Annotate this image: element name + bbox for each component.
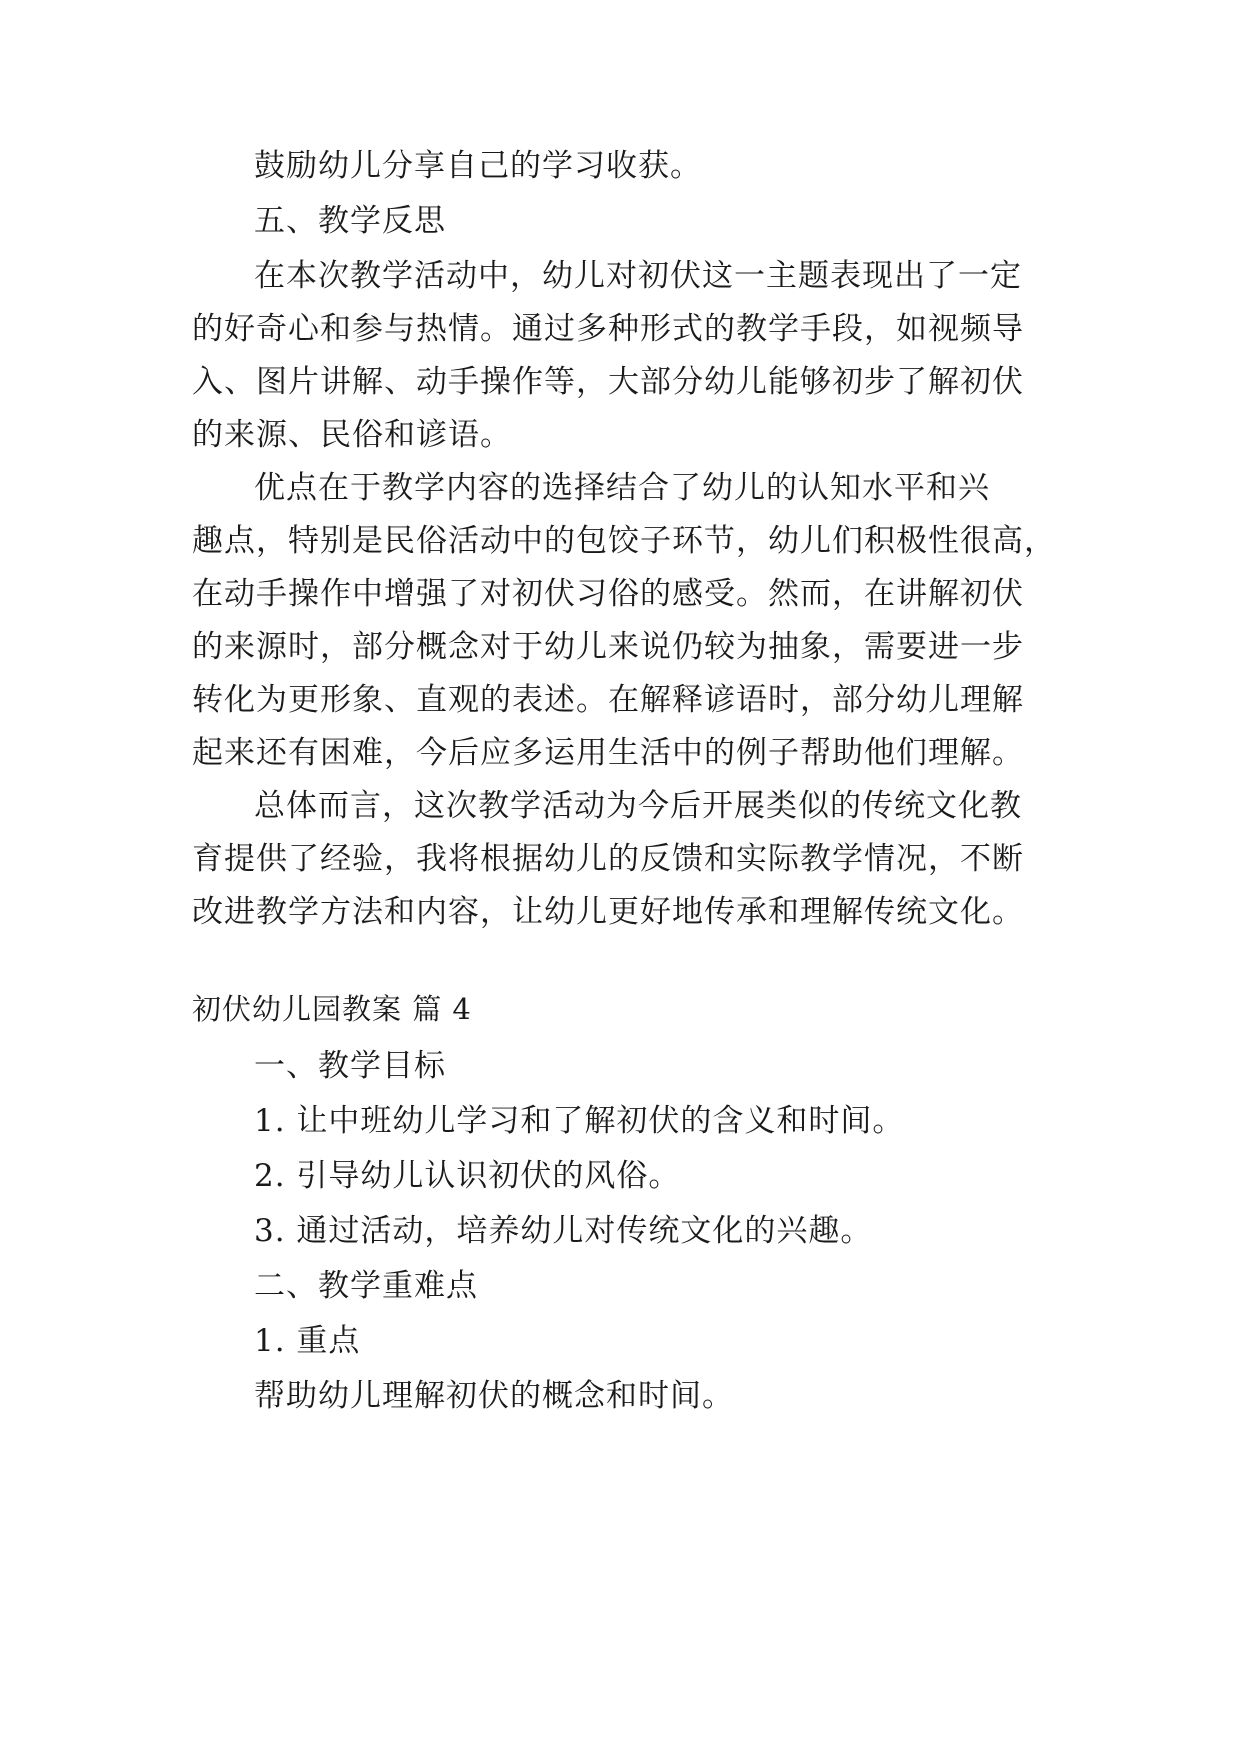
- section-heading: 二、教学重难点: [254, 1268, 478, 1304]
- document-title: 初伏幼儿园教案 篇 4: [192, 992, 472, 1026]
- section-heading: 五、教学反思: [254, 203, 446, 239]
- section-heading: 一、教学目标: [254, 1048, 446, 1084]
- paragraph-line: 的来源、民俗和谚语。: [192, 417, 512, 453]
- list-item: 2. 引导幼儿认识初伏的风俗。: [254, 1158, 681, 1194]
- paragraph-line: 入、图片讲解、动手操作等，大部分幼儿能够初步了解初伏: [192, 364, 1024, 400]
- paragraph-line: 的好奇心和参与热情。通过多种形式的教学手段，如视频导: [192, 311, 1024, 347]
- paragraph-line: 优点在于教学内容的选择结合了幼儿的认知水平和兴: [254, 470, 990, 506]
- list-item: 3. 通过活动，培养幼儿对传统文化的兴趣。: [254, 1213, 873, 1249]
- paragraph-line: 育提供了经验，我将根据幼儿的反馈和实际教学情况，不断: [192, 841, 1024, 877]
- paragraph-line: 趣点，特别是民俗活动中的包饺子环节，幼儿们积极性很高，: [192, 523, 1056, 559]
- paragraph-line: 总体而言，这次教学活动为今后开展类似的传统文化教: [254, 788, 1022, 824]
- list-item: 1. 重点: [254, 1323, 361, 1359]
- paragraph-line: 改进教学方法和内容，让幼儿更好地传承和理解传统文化。: [192, 894, 1024, 930]
- paragraph-line: 帮助幼儿理解初伏的概念和时间。: [254, 1378, 734, 1414]
- paragraph-line: 转化为更形象、直观的表述。在解释谚语时，部分幼儿理解: [192, 682, 1024, 718]
- paragraph-line: 在本次教学活动中，幼儿对初伏这一主题表现出了一定: [254, 258, 1022, 294]
- paragraph-line: 的来源时，部分概念对于幼儿来说仍较为抽象，需要进一步: [192, 629, 1024, 665]
- paragraph-line: 在动手操作中增强了对初伏习俗的感受。然而，在讲解初伏: [192, 576, 1024, 612]
- paragraph-line: 鼓励幼儿分享自己的学习收获。: [254, 148, 702, 184]
- paragraph-line: 起来还有困难，今后应多运用生活中的例子帮助他们理解。: [192, 735, 1024, 771]
- list-item: 1. 让中班幼儿学习和了解初伏的含义和时间。: [254, 1103, 905, 1139]
